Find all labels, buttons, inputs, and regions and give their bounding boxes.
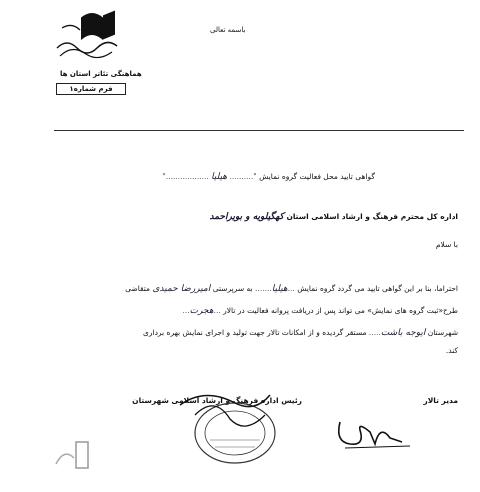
organization-logo	[52, 8, 132, 66]
paragraph-line-2: طرح«ثبت گروه های نمایش» می تواند پس از دریافت پروانه فعالیت در تالار ...هجرت...	[182, 306, 458, 316]
p1-line3-text-a: شهرستان	[427, 328, 458, 337]
header-divider	[54, 130, 464, 131]
p1-line1-text-c: متقاضی	[125, 284, 151, 293]
hall-manager-signature	[330, 412, 420, 452]
p1-group-handwritten: هیلیا	[271, 284, 288, 294]
bismillah-heading: باسمه تعالی	[210, 26, 246, 34]
p1-line1-text-a: احتراما، بنا بر این گواهی تایید می گردد گروه نمایش	[297, 284, 458, 293]
p1-city-handwritten: ایوجه باشت	[380, 328, 426, 338]
official-stamp	[175, 385, 285, 465]
p1-hall-handwritten: هجرت	[189, 306, 214, 316]
left-signatory-title: رئیس اداره فرهنگ و ارشاد اسلامی شهرستان	[132, 396, 302, 405]
p1-line2-text: طرح«ثبت گروه های نمایش» می تواند پس از دریافت پروانه فعالیت در تالار	[223, 306, 458, 315]
paragraph-line-1: احتراما، بنا بر این گواهی تایید می گردد گروه نمایش ...هیلیا....... به سرپرستی امیررضا حمیدی متقاضی	[125, 284, 458, 294]
p1-line1-text-b: به سرپرستی	[212, 284, 253, 293]
title-prefix: گواهی تایید محل فعالیت گروه نمایش	[259, 172, 375, 181]
addressee-handwritten: کهگیلویه و بویراحمد	[209, 212, 284, 222]
form-number-box	[56, 83, 126, 95]
form-number-label: فرم شماره۱	[69, 85, 113, 93]
title-line: گواهی تایید محل فعالیت گروه نمایش ".......... هیلیا .................."	[162, 172, 375, 182]
p1-line3-text-b: مستقر گردیده و از امکانات تالار جهت تولید و اجرای نمایش بهره برداری	[143, 328, 367, 337]
organization-name: هماهنگی تئاتر استان ها	[60, 70, 142, 78]
paragraph-line-4: کند.	[445, 346, 458, 355]
title-group-handwritten: هیلیا	[211, 172, 228, 182]
p1-supervisor-handwritten: امیررضا حمیدی	[152, 284, 211, 294]
addressee-line	[210, 212, 459, 222]
right-signatory-title: مدیر تالار	[423, 396, 458, 405]
paragraph-line-3: شهرستان ایوجه باشت..... مستقر گردیده و از امکانات تالار جهت تولید و اجرای نمایش بهره برداری	[143, 328, 458, 338]
greeting: با سلام	[435, 240, 458, 249]
watermark-logo	[52, 438, 92, 472]
addressee-prefix: اداره کل محترم فرهنگ و ارشاد اسلامی استان	[286, 212, 458, 221]
